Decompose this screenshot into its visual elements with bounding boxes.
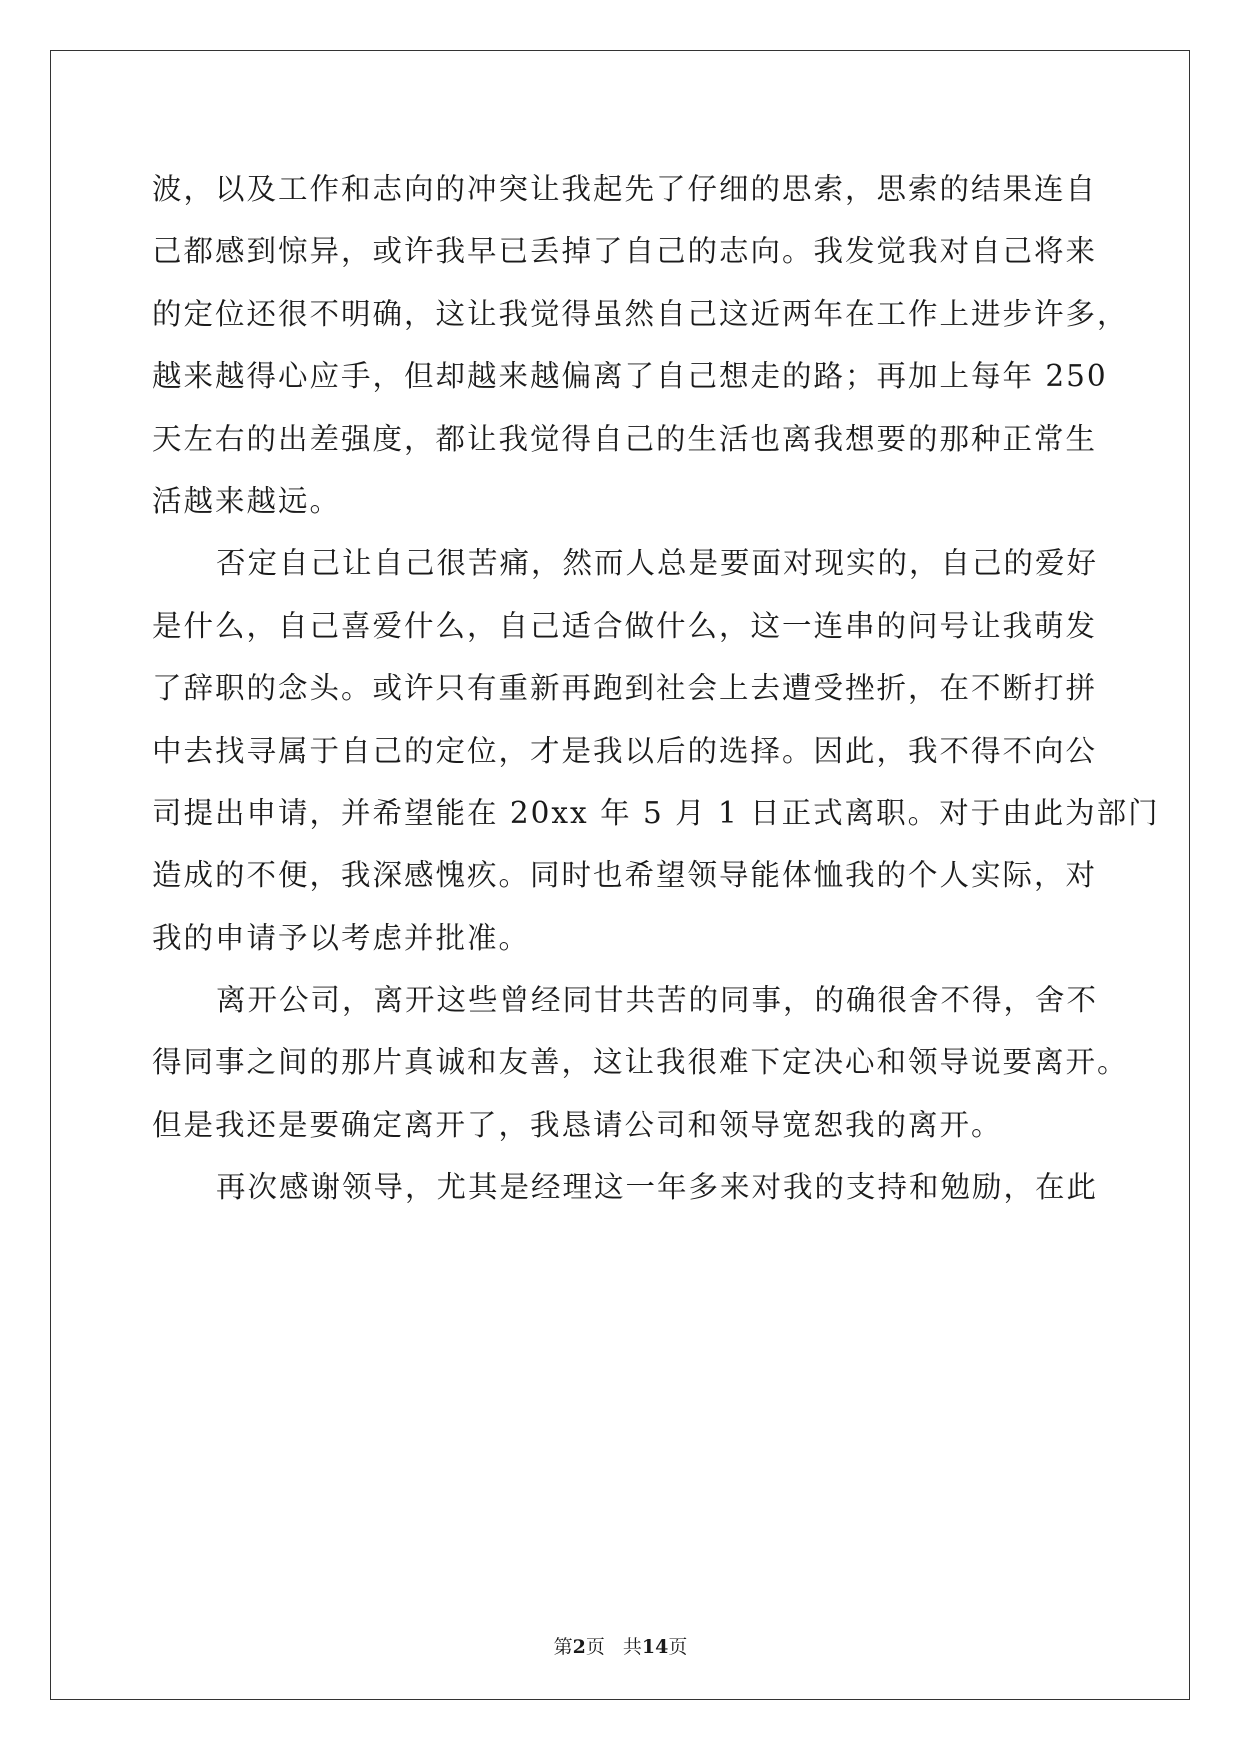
text-line: 波，以及工作和志向的冲突让我起先了仔细的思索，思索的结果连自 [152, 172, 1098, 206]
total-pages: 14 [641, 1636, 669, 1658]
page-suffix: 页 [585, 1636, 605, 1658]
text-line: 了辞职的念头。或许只有重新再跑到社会上去遭受挫折，在不断打拼 [152, 671, 1098, 706]
text-line: 我的申请予以考虑并批准。 [152, 920, 531, 955]
total-prefix: 共 [622, 1636, 642, 1658]
paragraph-first-line: 再次感谢领导，尤其是经理这一年多来对我的支持和勉励，在此 [216, 1170, 1099, 1205]
page-number: 2 [572, 1636, 586, 1658]
text-line: 但是我还是要确定离开了，我恳请公司和领导宽恕我的离开。 [152, 1107, 1003, 1142]
text-line: 的定位还很不明确，这让我觉得虽然自己这近两年在工作上进步许多， [152, 296, 1129, 331]
paragraph-first-line: 离开公司，离开这些曾经同甘共苦的同事，的确很舍不得，舍不 [216, 983, 1099, 1018]
text-line: 活越来越远。 [152, 483, 342, 518]
paragraph-first-line: 否定自己让自己很苦痛，然而人总是要面对现实的，自己的爱好 [216, 546, 1099, 581]
page-prefix: 第 [553, 1636, 573, 1658]
text-line: 造成的不便，我深感愧疚。同时也希望领导能体恤我的个人实际，对 [152, 858, 1098, 893]
document-body [152, 158, 1160, 1219]
text-line: 是什么，自己喜爱什么，自己适合做什么，这一连串的问号让我萌发 [152, 608, 1098, 643]
total-suffix: 页 [668, 1636, 688, 1658]
text-line: 得同事之间的那片真诚和友善，这让我很难下定决心和领导说要离开。 [152, 1045, 1129, 1080]
text-line: 天左右的出差强度，都让我觉得自己的生活也离我想要的那种正常生 [152, 421, 1098, 456]
text-line: 司提出申请，并希望能在 20xx 年 5 月 1 日正式离职。对于由此为部门 [152, 795, 1160, 830]
text-line: 中去找寻属于自己的定位，才是我以后的选择。因此，我不得不向公 [152, 733, 1098, 768]
text-line: 己都感到惊异，或许我早已丢掉了自己的志向。我发觉我对自己将来 [152, 234, 1098, 269]
text-line: 越来越得心应手，但却越来越偏离了自己想走的路；再加上每年 250 [152, 359, 1108, 394]
page-footer [0, 1632, 1241, 1659]
